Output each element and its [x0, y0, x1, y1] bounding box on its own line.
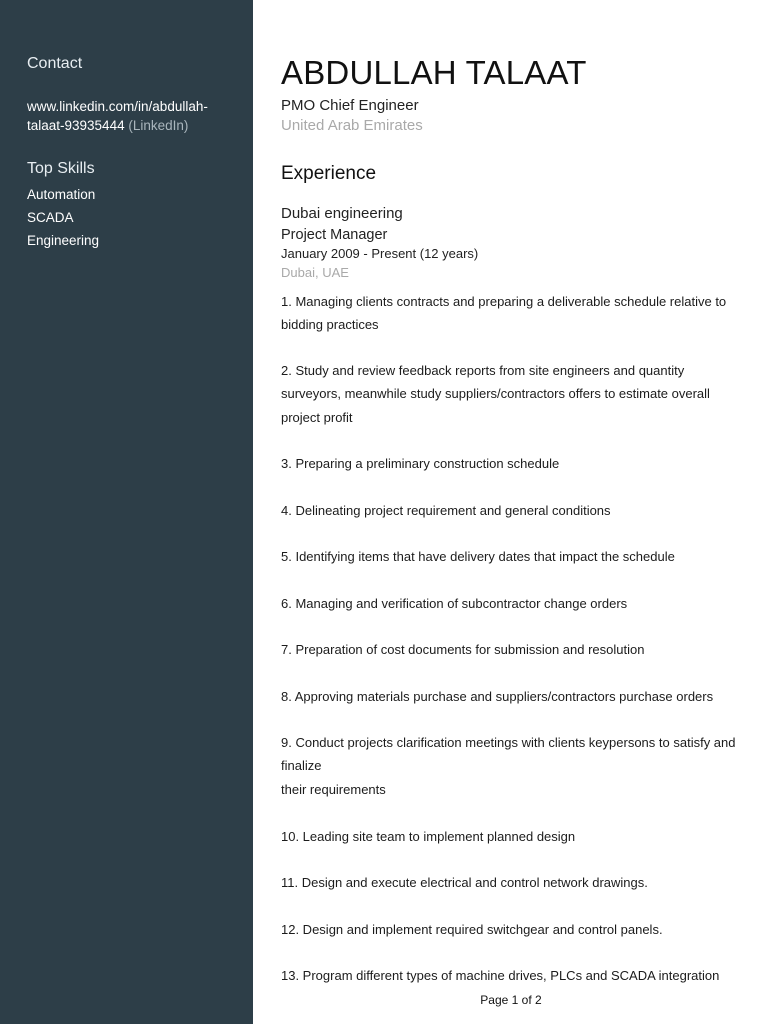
profile-name: ABDULLAH TALAAT [281, 54, 587, 91]
skill-item: Engineering [27, 233, 100, 248]
duty-line: 1. Managing clients contracts and preparing a deliverable schedule relative to [281, 294, 727, 309]
duty-line: surveyors, meanwhile study suppliers/contractors offers to estimate overall [281, 386, 710, 402]
duty-line: project profit [281, 409, 353, 425]
duty-line: 7. Preparation of cost documents for submission and resolution [281, 642, 645, 657]
duty-item [281, 499, 751, 522]
duty-line: 11. Design and execute electrical and control network drawings. [281, 875, 648, 890]
profile-location: United Arab Emirates [281, 117, 423, 134]
sidebar [0, 0, 253, 1024]
duty-item [281, 592, 751, 615]
duty-item [281, 918, 751, 941]
experience-heading: Experience [281, 163, 377, 184]
duty-item [281, 290, 751, 337]
duty-item [281, 545, 751, 568]
duty-item [281, 964, 751, 987]
duty-line: 9. Conduct projects clarification meetings with clients keypersons to satisfy and [281, 735, 736, 750]
duty-item [281, 871, 751, 894]
linkedin-url-line2: talaat-93935444 [27, 118, 125, 133]
duty-line: their requirements [281, 781, 386, 797]
duty-item [281, 359, 751, 429]
duty-line: 3. Preparing a preliminary construction schedule [281, 456, 560, 471]
duty-line: 13. Program different types of machine drives, PLCs and SCADA integration [281, 968, 720, 983]
duty-line: bidding practices [281, 317, 379, 333]
duty-item [281, 825, 751, 848]
duty-item [281, 452, 751, 475]
duty-line: 4. Delineating project requirement and general conditions [281, 503, 611, 518]
duty-line: 10. Leading site team to implement planned design [281, 829, 576, 844]
job-location: Dubai, UAE [281, 265, 349, 280]
duty-line: 5. Identifying items that have delivery dates that impact the schedule [281, 549, 675, 564]
skill-item: SCADA [27, 210, 74, 225]
duty-line: finalize [281, 758, 322, 774]
skills-heading: Top Skills [27, 160, 95, 177]
duty-line: 6. Managing and verification of subcontractor change orders [281, 596, 628, 611]
duty-line: 2. Study and review feedback reports from site engineers and quantity [281, 363, 685, 378]
page-number: Page 1 of 2 [480, 993, 542, 1007]
skill-item: Automation [27, 187, 96, 202]
job-title: Project Manager [281, 227, 388, 243]
job-dates: January 2009 - Present (12 years) [281, 246, 479, 261]
duty-item [281, 731, 751, 801]
company-name: Dubai engineering [281, 205, 403, 222]
contact-heading: Contact [27, 55, 83, 72]
linkedin-tag: (LinkedIn) [128, 118, 189, 133]
profile-headline: PMO Chief Engineer [281, 97, 419, 114]
duty-item [281, 638, 751, 661]
duty-line: 12. Design and implement required switchgear and control panels. [281, 922, 663, 937]
linkedin-link[interactable] [27, 97, 237, 135]
duty-item [281, 685, 751, 708]
linkedin-url-line1: www.linkedin.com/in/abdullah- [27, 99, 208, 114]
duty-line: 8. Approving materials purchase and suppliers/contractors purchase orders [281, 689, 714, 704]
